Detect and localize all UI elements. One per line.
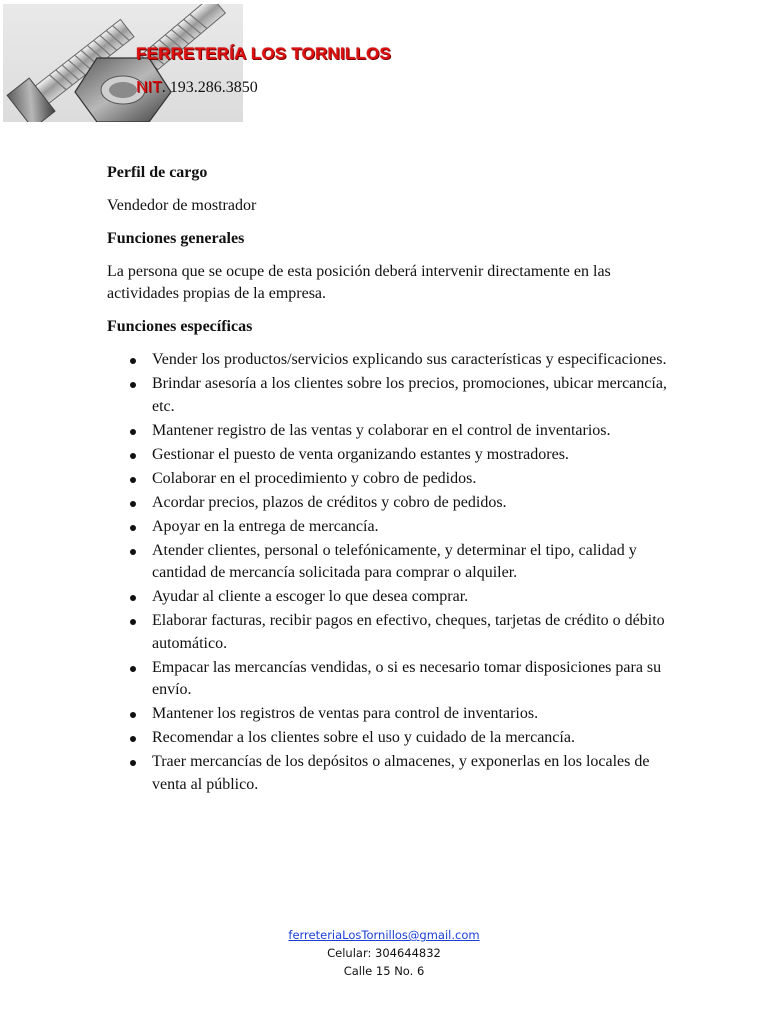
list-item-text: Gestionar el puesto de venta organizando estantes y mostradores. (152, 445, 569, 463)
list-item (107, 727, 667, 750)
bullet-icon (130, 453, 136, 459)
bullet-icon (130, 382, 136, 388)
email-link[interactable]: ferreteriaLosTornillos@gmail.com (288, 928, 480, 942)
list-item-text: Mantener registro de las ventas y colaborar en el control de inventarios. (152, 421, 611, 439)
footer-address: Calle 15 No. 6 (343, 964, 425, 978)
list-item (107, 703, 667, 726)
list-item (107, 492, 667, 515)
list-item (107, 751, 667, 796)
list-item-text: Atender clientes, personal o telefónicamente, y determinar el tipo, calidad y cantidad de mercancía solicitada para comprar o alquiler. (152, 541, 637, 581)
specific-functions-heading: Funciones específicas (107, 318, 253, 335)
general-functions-text: La persona que se ocupe de esta posición deberá intervenir directamente en las actividades propias de la empresa. (107, 263, 611, 302)
list-item (107, 586, 667, 609)
nit-line (136, 79, 258, 97)
bullet-icon (130, 501, 136, 507)
bullet-icon (130, 619, 136, 625)
list-item-text: Brindar asesoría a los clientes sobre los precios, promociones, ubicar mercancía, etc. (152, 375, 667, 415)
list-item (107, 540, 667, 585)
bullet-icon (130, 525, 136, 531)
list-item (107, 516, 667, 539)
list-item (107, 349, 667, 372)
bullet-icon (130, 358, 136, 364)
footer (0, 926, 768, 980)
list-item-text: Elaborar facturas, recibir pagos en efectivo, cheques, tarjetas de crédito o débito automático. (152, 612, 665, 652)
bullet-icon (130, 429, 136, 435)
list-item-text: Acordar precios, plazos de créditos y cobro de pedidos. (152, 493, 507, 511)
company-name: FERRETERÍA LOS TORNILLOS (136, 44, 392, 63)
bullet-icon (130, 666, 136, 672)
bullet-icon (130, 736, 136, 742)
job-profile-body (107, 162, 667, 798)
list-item (107, 610, 667, 655)
general-functions-heading: Funciones generales (107, 230, 245, 247)
specific-functions-list (107, 349, 667, 796)
nit-value: . 193.286.3850 (161, 79, 258, 96)
footer-phone: Celular: 304644832 (327, 946, 441, 960)
list-item (107, 444, 667, 467)
list-item-text: Ayudar al cliente a escoger lo que desea comprar. (152, 588, 469, 605)
list-item (107, 468, 667, 491)
list-item (107, 420, 667, 443)
bullet-icon (130, 595, 136, 601)
list-item-text: Vender los productos/servicios explicando sus características y especificaciones. (152, 351, 667, 368)
list-item-text: Recomendar a los clientes sobre el uso y cuidado de la mercancía. (152, 729, 575, 746)
bullet-icon (130, 712, 136, 718)
profile-heading: Perfil de cargo (107, 164, 208, 181)
list-item-text: Colaborar en el procedimiento y cobro de pedidos. (152, 469, 477, 487)
job-title: Vendedor de mostrador (107, 197, 257, 214)
bullet-icon (130, 477, 136, 483)
list-item (107, 373, 667, 418)
list-item (107, 657, 667, 702)
list-item-text: Apoyar en la entrega de mercancía. (152, 517, 379, 535)
nit-label: NIT (136, 79, 162, 96)
bullet-icon (130, 549, 136, 555)
list-item-text: Mantener los registros de ventas para control de inventarios. (152, 705, 539, 722)
list-item-text: Empacar las mercancías vendidas, o si es necesario tomar disposiciones para su envío. (152, 658, 662, 698)
bullet-icon (130, 760, 136, 766)
list-item-text: Traer mercancías de los depósitos o almacenes, y exponerlas en los locales de venta al público. (152, 753, 650, 793)
